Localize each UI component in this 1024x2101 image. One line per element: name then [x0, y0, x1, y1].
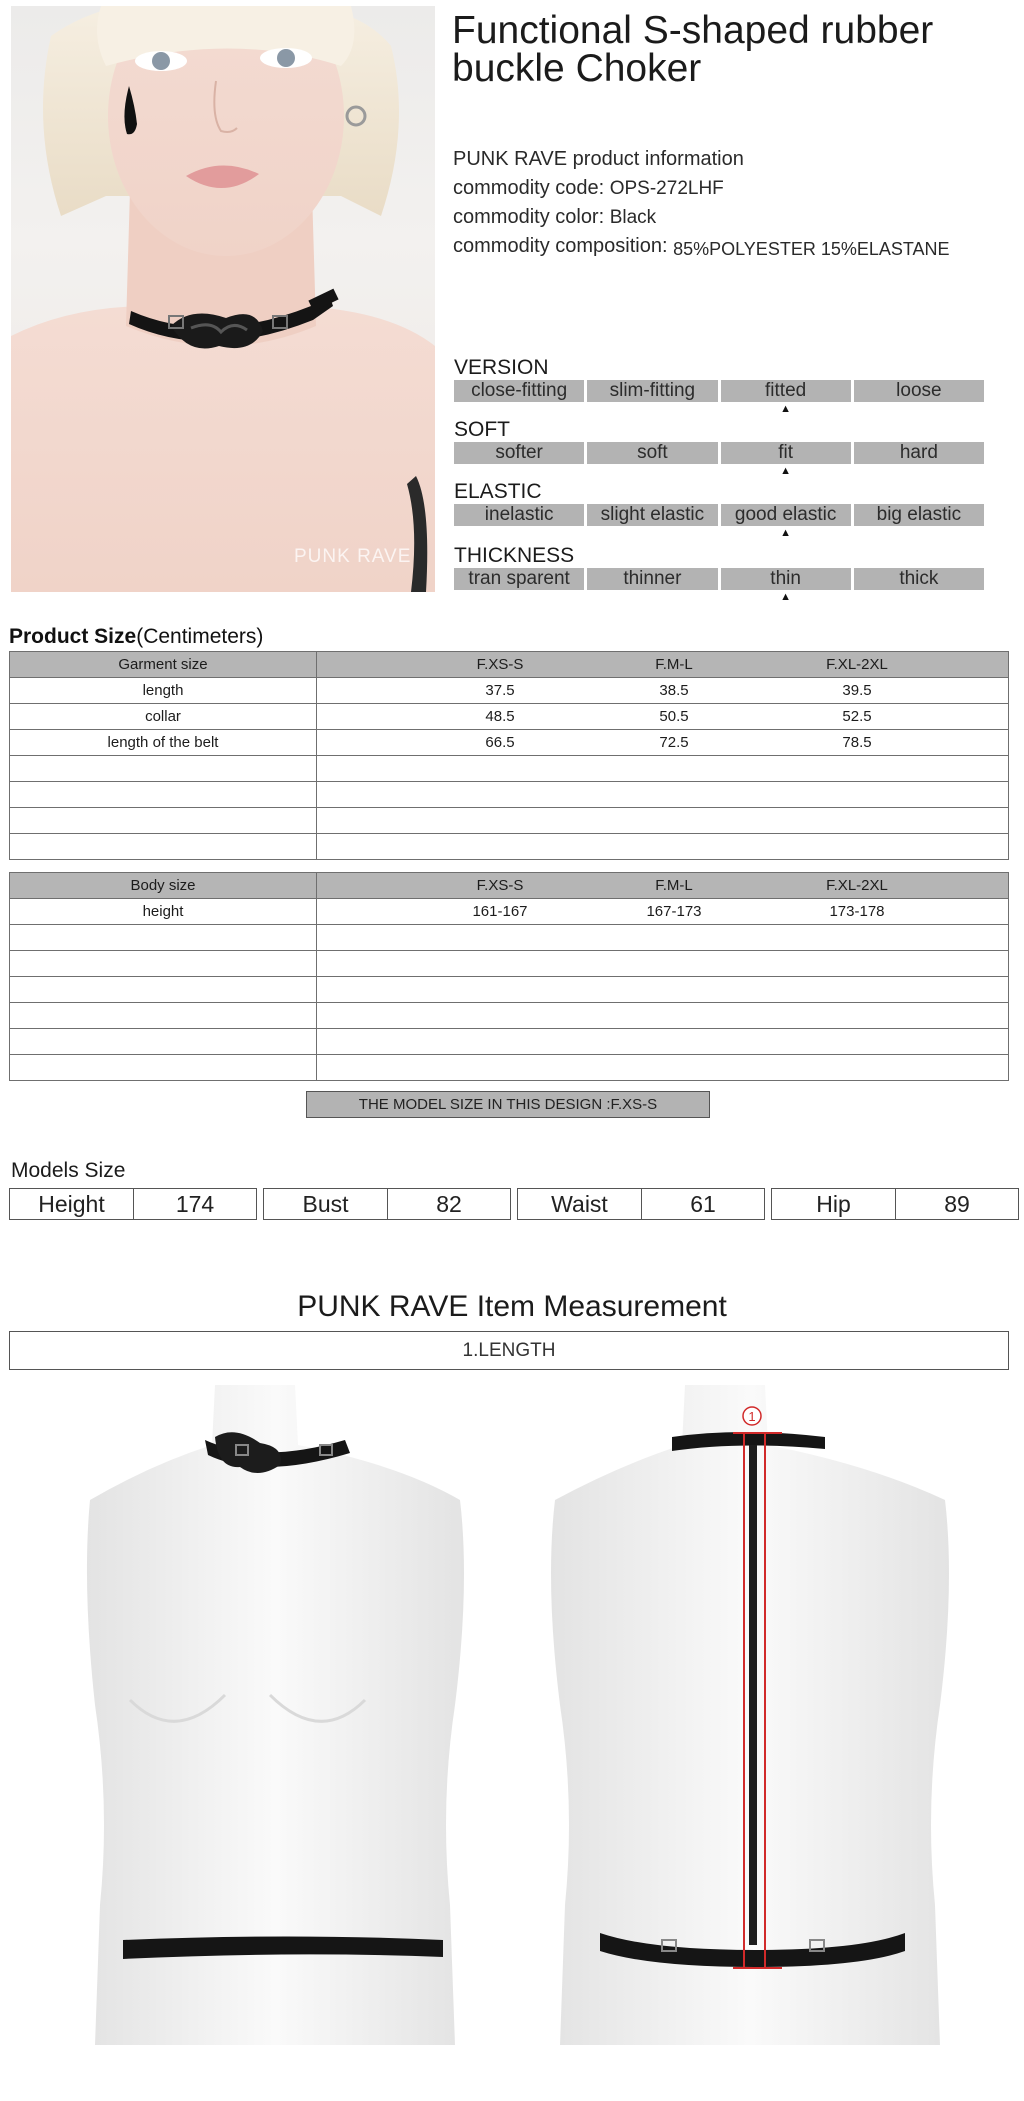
- commodity-code: [453, 174, 950, 203]
- table-header-row: [10, 873, 1009, 899]
- rating-marker: [854, 526, 984, 540]
- row-label: length of the belt: [10, 730, 317, 756]
- front-mannequin: [87, 1385, 464, 2045]
- rating-option: loose: [854, 380, 984, 402]
- rating-option: thin: [721, 568, 851, 590]
- table-cell: 167-173: [646, 902, 702, 920]
- rating-marker: [454, 526, 584, 540]
- rating-bar: [454, 568, 984, 590]
- rating-marker: [454, 464, 584, 478]
- table-row-empty: [10, 834, 1009, 860]
- rating-marks: [454, 464, 984, 478]
- measurement-title: PUNK RAVE Item Measurement: [297, 1290, 727, 1323]
- model-measure-label: Waist: [551, 1191, 608, 1217]
- size-column-header: F.XS-S: [476, 655, 524, 673]
- table-header-label: Body size: [10, 873, 317, 899]
- garment-size-table: [9, 651, 1009, 860]
- commodity-color: [453, 203, 950, 232]
- table-row-empty: [10, 756, 1009, 782]
- rating-option: slim-fitting: [587, 380, 717, 402]
- table-row-empty: [10, 808, 1009, 834]
- table-cell: 39.5: [842, 681, 872, 699]
- rating-marker: ▲: [780, 527, 792, 539]
- table-cell: 48.5: [485, 707, 515, 725]
- table-cell: 52.5: [842, 707, 872, 725]
- rating-bar: [454, 504, 984, 526]
- rating-option: fit: [721, 442, 851, 464]
- table-cell: 173-178: [829, 902, 885, 920]
- table-cell: 66.5: [485, 733, 515, 751]
- table-row-empty: [10, 925, 1009, 951]
- rating-marker: [587, 526, 717, 540]
- rating-title: VERSION: [454, 356, 549, 379]
- rating-title: SOFT: [454, 418, 510, 441]
- table-row-empty: [10, 951, 1009, 977]
- table-cell: 37.5: [485, 681, 515, 699]
- rating-marker: [454, 590, 584, 604]
- size-column-header: F.XL-2XL: [826, 655, 888, 673]
- rating-bar: [454, 380, 984, 402]
- product-size-title-bold: Product Size: [9, 625, 137, 648]
- rating-marker: ▲: [780, 591, 792, 603]
- model-measure-value: 61: [641, 1189, 764, 1219]
- body-size-table: [9, 872, 1009, 1081]
- product-title: Functional S-shaped rubber buckle Choker: [452, 9, 934, 90]
- rating-option: inelastic: [454, 504, 584, 526]
- product-info: [453, 145, 950, 261]
- rating-option: soft: [587, 442, 717, 464]
- model-measure-value: 174: [133, 1189, 256, 1219]
- table-row-empty: [10, 782, 1009, 808]
- table-row: [10, 730, 1009, 756]
- rating-title: THICKNESS: [454, 544, 575, 567]
- size-column-header: F.M-L: [655, 655, 693, 673]
- model-measure-label: Bust: [302, 1191, 349, 1217]
- commodity-code-label: commodity code:: [453, 177, 605, 199]
- product-photo: [11, 6, 435, 592]
- size-column-header: F.M-L: [655, 876, 693, 894]
- rating-option: slight elastic: [587, 504, 717, 526]
- table-row: [10, 704, 1009, 730]
- rating-elastic: [454, 481, 984, 540]
- measurement-marker: 1: [748, 1409, 756, 1424]
- rating-option: fitted: [721, 380, 851, 402]
- commodity-composition-value: 85%POLYESTER 15%ELASTANE: [673, 239, 950, 259]
- measurement-item: 1.LENGTH: [9, 1331, 1009, 1370]
- rating-marker: [854, 464, 984, 478]
- rating-option: thinner: [587, 568, 717, 590]
- models-size-title: Models Size: [11, 1159, 126, 1182]
- product-size-title: [9, 625, 263, 649]
- rating-marker: [854, 402, 984, 416]
- info-heading: PUNK RAVE product information: [453, 148, 744, 170]
- table-row-empty: [10, 1029, 1009, 1055]
- commodity-composition: [453, 232, 950, 261]
- model-measure-label: Hip: [816, 1191, 851, 1217]
- size-column-header: F.XS-S: [476, 876, 524, 894]
- rating-marks: [454, 526, 984, 540]
- model-measure-value: 82: [387, 1189, 510, 1219]
- table-row: [10, 899, 1009, 925]
- rating-option: hard: [854, 442, 984, 464]
- table-header-row: [10, 652, 1009, 678]
- mannequin-illustrations: [0, 1385, 1024, 2045]
- model-measure-height: [9, 1188, 257, 1220]
- product-size-unit: (Centimeters): [136, 625, 264, 648]
- size-column-header: F.XL-2XL: [826, 876, 888, 894]
- rating-marks: [454, 402, 984, 416]
- rating-marker: [587, 464, 717, 478]
- table-cell: 161-167: [472, 902, 528, 920]
- table-row-empty: [10, 977, 1009, 1003]
- model-illustration: [11, 6, 435, 592]
- model-measure-bust: [263, 1188, 511, 1220]
- rating-option: big elastic: [854, 504, 984, 526]
- rating-option: thick: [854, 568, 984, 590]
- table-cell: 72.5: [659, 733, 689, 751]
- commodity-color-value: Black: [609, 207, 657, 228]
- rating-marker: ▲: [780, 465, 792, 477]
- rating-option: good elastic: [721, 504, 851, 526]
- back-mannequin: [551, 1385, 949, 2045]
- rating-bar: [454, 442, 984, 464]
- model-measure-value: 89: [895, 1189, 1018, 1219]
- table-cell: 78.5: [842, 733, 872, 751]
- rating-marker: [587, 590, 717, 604]
- commodity-color-label: commodity color:: [453, 206, 605, 228]
- row-label: collar: [10, 704, 317, 730]
- rating-soft: [454, 419, 984, 478]
- rating-marker: ▲: [780, 403, 792, 415]
- table-cell: 50.5: [659, 707, 689, 725]
- model-measure-label: Height: [38, 1191, 105, 1217]
- rating-option: tran sparent: [454, 568, 584, 590]
- table-row-empty: [10, 1055, 1009, 1081]
- rating-title: ELASTIC: [454, 480, 542, 503]
- table-row: [10, 678, 1009, 704]
- table-header-label: Garment size: [10, 652, 317, 678]
- model-size-note: THE MODEL SIZE IN THIS DESIGN :F.XS-S: [306, 1091, 710, 1118]
- table-row-empty: [10, 1003, 1009, 1029]
- models-size-list: [9, 1188, 1019, 1220]
- rating-option: softer: [454, 442, 584, 464]
- model-measure-waist: [517, 1188, 765, 1220]
- rating-thickness: [454, 545, 984, 604]
- row-label: length: [10, 678, 317, 704]
- rating-option: close-fitting: [454, 380, 584, 402]
- rating-version: [454, 357, 984, 416]
- rating-marks: [454, 590, 984, 604]
- row-label: height: [10, 899, 317, 925]
- rating-marker: [454, 402, 584, 416]
- commodity-composition-label: commodity composition:: [453, 235, 668, 257]
- rating-marker: [854, 590, 984, 604]
- photo-watermark: PUNK RAVE: [294, 546, 412, 567]
- model-measure-hip: [771, 1188, 1019, 1220]
- rating-marker: [587, 402, 717, 416]
- table-cell: 38.5: [659, 681, 689, 699]
- commodity-code-value: OPS-272LHF: [609, 178, 724, 199]
